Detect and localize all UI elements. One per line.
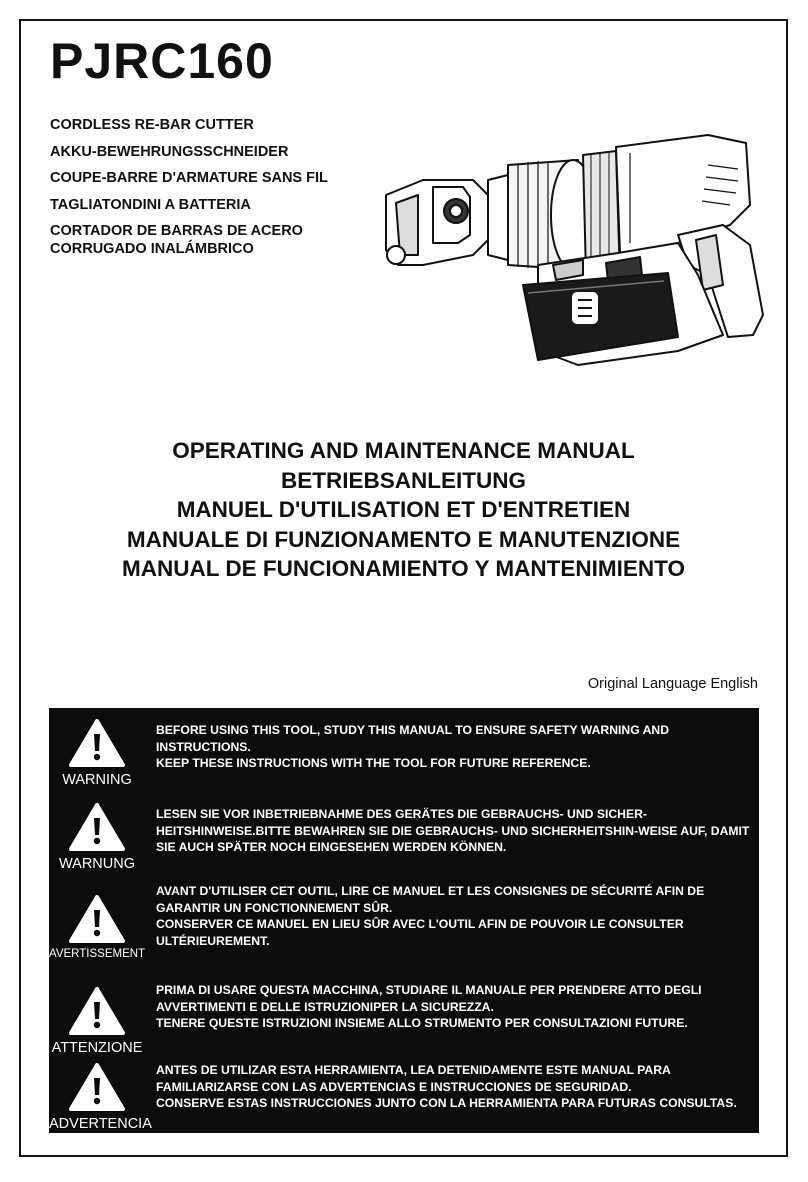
warning-text-it: [156, 982, 754, 1032]
model-number: PJRC160: [50, 33, 274, 89]
warning-symbol-en: [49, 718, 145, 788]
product-title-es: CORTADOR DE BARRAS DE ACERO CORRUGADO INALÁMBRICO: [50, 223, 303, 257]
warning-line: AVANT D'UTILISER CET OUTIL, LIRE CE MANUEL ET LES CONSIGNES DE SÉCURITÉ AFIN DE GARANTIR UN FONCTIONNEMENT SÛR.: [156, 884, 705, 915]
avertissement-label: AVERTISSEMENT: [49, 948, 146, 960]
advertencia-label: ADVERTENCIA: [49, 1116, 152, 1132]
warning-text-de: [156, 806, 754, 856]
warning-line: ANTES DE UTILIZAR ESTA HERRAMIENTA, LEA DETENIDAMENTE ESTE MANUAL PARA FAMILIARIZARSE CON LAS ADVERTENCIAS E INSTRUCCIONES DE SEGURIDAD.: [156, 1063, 671, 1094]
warning-line: KEEP THESE INSTRUCTIONS WITH THE TOOL FOR FUTURE REFERENCE.: [156, 756, 591, 770]
warning-line: CONSERVER CE MANUEL EN LIEU SÛR AVEC L'OUTIL AFIN DE POUVOIR LE CONSULTER ULTÉRIEUREMENT.: [156, 917, 684, 948]
product-title-it: TAGLIATONDINI A BATTERIA: [50, 196, 251, 213]
warning-triangle-icon: [68, 718, 126, 768]
warning-text-fr: [156, 883, 754, 949]
manual-title-es: MANUAL DE FUNCIONAMIENTO Y MANTENIMIENTO: [122, 556, 685, 581]
warnung-label: WARNUNG: [59, 856, 135, 872]
warning-line: TENERE QUESTE ISTRUZIONI INSIEME ALLO STRUMENTO PER CONSULTAZIONI FUTURE.: [156, 1016, 688, 1030]
warning-symbol-de: [49, 802, 145, 872]
manual-title-en: OPERATING AND MAINTENANCE MANUAL: [172, 438, 635, 463]
original-language-note: Original Language English: [587, 676, 758, 692]
warning-triangle-icon: [68, 986, 126, 1036]
warning-symbol-es: [49, 1062, 152, 1132]
warning-line: CONSERVE ESTAS INSTRUCCIONES JUNTO CON LA HERRAMIENTA PARA FUTURAS CONSULTAS.: [156, 1096, 737, 1110]
warning-label: WARNING: [62, 772, 132, 788]
product-title-en: CORDLESS RE-BAR CUTTER: [50, 117, 254, 133]
warning-triangle-icon: [68, 1062, 126, 1112]
warning-line: PRIMA DI USARE QUESTA MACCHINA, STUDIARE IL MANUALE PER PRENDERE ATTO DEGLI AVVERTIMENTI E DELLE ISTRUZIONIPER LA SICUREZZA.: [156, 983, 702, 1014]
attenzione-label: ATTENZIONE: [51, 1040, 143, 1056]
manual-title-de: BETRIEBSANLEITUNG: [280, 467, 526, 493]
product-title-fr: COUPE-BARRE D'ARMATURE SANS FIL: [50, 170, 328, 186]
manual-title-fr: MANUEL D'UTILISATION ET D'ENTRETIEN: [176, 497, 631, 522]
warning-text-es: [156, 1062, 754, 1112]
warning-symbol-fr: [49, 894, 145, 960]
warning-text-en: [156, 722, 754, 772]
warning-line: BEFORE USING THIS TOOL, STUDY THIS MANUAL TO ENSURE SAFETY WARNING AND INSTRUCTIONS.: [156, 723, 670, 754]
manual-title-list: [19, 436, 788, 584]
warning-triangle-icon: [68, 802, 126, 852]
product-title-list: [50, 112, 350, 258]
manual-title-it: MANUALE DI FUNZIONAMENTO E MANUTENZIONE: [126, 526, 681, 552]
warning-symbol-it: [49, 986, 145, 1056]
warning-triangle-icon: [68, 894, 126, 944]
rebar-cutter-illustration: [378, 125, 778, 375]
product-title-de: AKKU-BEWEHRUNGSSCHNEIDER: [50, 143, 289, 160]
safety-warning-box: [49, 708, 759, 1133]
warning-line: LESEN SIE VOR INBETRIEBNAHME DES GERÄTES DIE GEBRAUCHS- UND SICHER-HEITSHINWEISE.BITTE BEWAHREN SIE DIE GEBRAUCHS- UND SICHERHEITSHIN-WEISE AUF, DAMIT SIE AUCH SPÄTER NOCH EINGESEHEN WERDEN KÖNNEN.: [156, 807, 750, 854]
